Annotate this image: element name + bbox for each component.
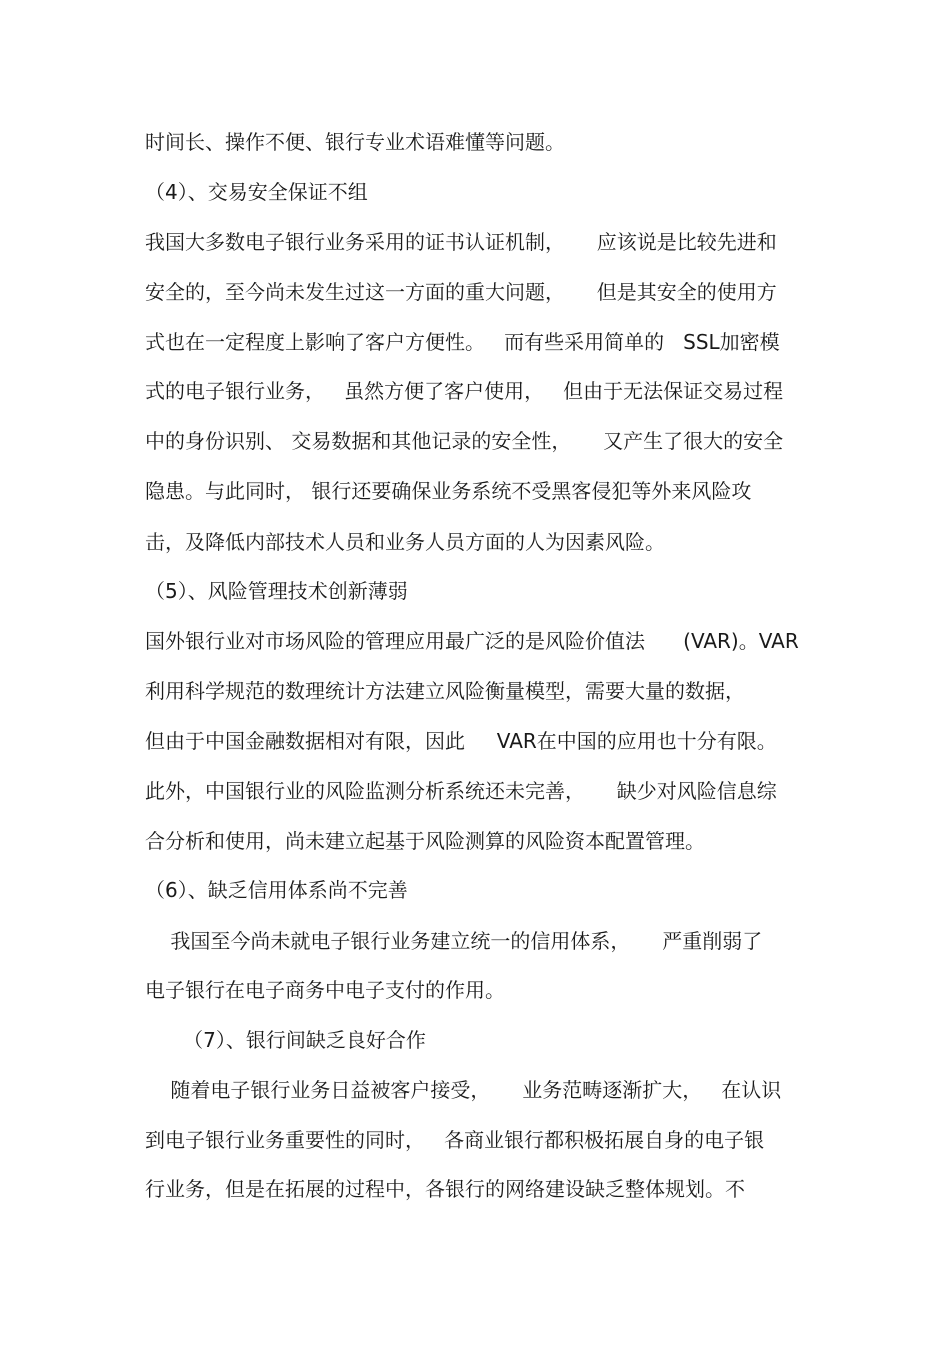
- text-line: 击，及降低内部技术人员和业务人员方面的人为因素风险。: [145, 530, 665, 554]
- text-line: 行业务，但是在拓展的过程中，各银行的网络建设缺乏整体规划。不: [145, 1177, 745, 1201]
- text-line: 隐患。与此同时， 银行还要确保业务系统不受黑客侵犯等外来风险攻: [145, 479, 752, 503]
- text-line: 我国至今尚未就电子银行业务建立统一的信用体系， 严重削弱了: [145, 929, 763, 953]
- text-line: 中的身份识别、 交易数据和其他记录的安全性， 又产生了很大的安全: [145, 429, 784, 453]
- section-heading: （4）、交易安全保证不组: [145, 180, 368, 204]
- text-line: 但由于中国金融数据相对有限，因此 VAR在中国的应用也十分有限。: [145, 729, 777, 753]
- text-line: 时间长、操作不便、银行专业术语难懂等问题。: [145, 130, 565, 154]
- text-line: 到电子银行业务重要性的同时， 各商业银行都积极拓展自身的电子银: [145, 1128, 765, 1152]
- text-line: 式的电子银行业务， 虽然方便了客户使用， 但由于无法保证交易过程: [145, 379, 784, 403]
- section-heading: （7）、银行间缺乏良好合作: [145, 1028, 426, 1052]
- section-heading: （6）、缺乏信用体系尚不完善: [145, 878, 408, 902]
- text-line: 式也在一定程度上影响了客户方便性。 而有些采用简单的 SSL加密模: [145, 330, 780, 354]
- text-line: 安全的，至今尚未发生过这一方面的重大问题， 但是其安全的使用方: [145, 280, 777, 304]
- section-heading: （5）、风险管理技术创新薄弱: [145, 579, 408, 603]
- text-line: 合分析和使用，尚未建立起基于风险测算的风险资本配置管理。: [145, 829, 705, 853]
- text-line: 我国大多数电子银行业务采用的证书认证机制， 应该说是比较先进和: [145, 230, 777, 254]
- text-line: 电子银行在电子商务中电子支付的作用。: [145, 978, 505, 1002]
- text-line: 国外银行业对市场风险的管理应用最广泛的是风险价值法 (VAR)。VAR: [145, 629, 799, 653]
- text-line: 随着电子银行业务日益被客户接受， 业务范畴逐渐扩大， 在认识: [145, 1078, 782, 1102]
- text-line: 此外，中国银行业的风险监测分析系统还未完善， 缺少对风险信息综: [145, 779, 777, 803]
- text-line: 利用科学规范的数理统计方法建立风险衡量模型，需要大量的数据，: [145, 679, 745, 703]
